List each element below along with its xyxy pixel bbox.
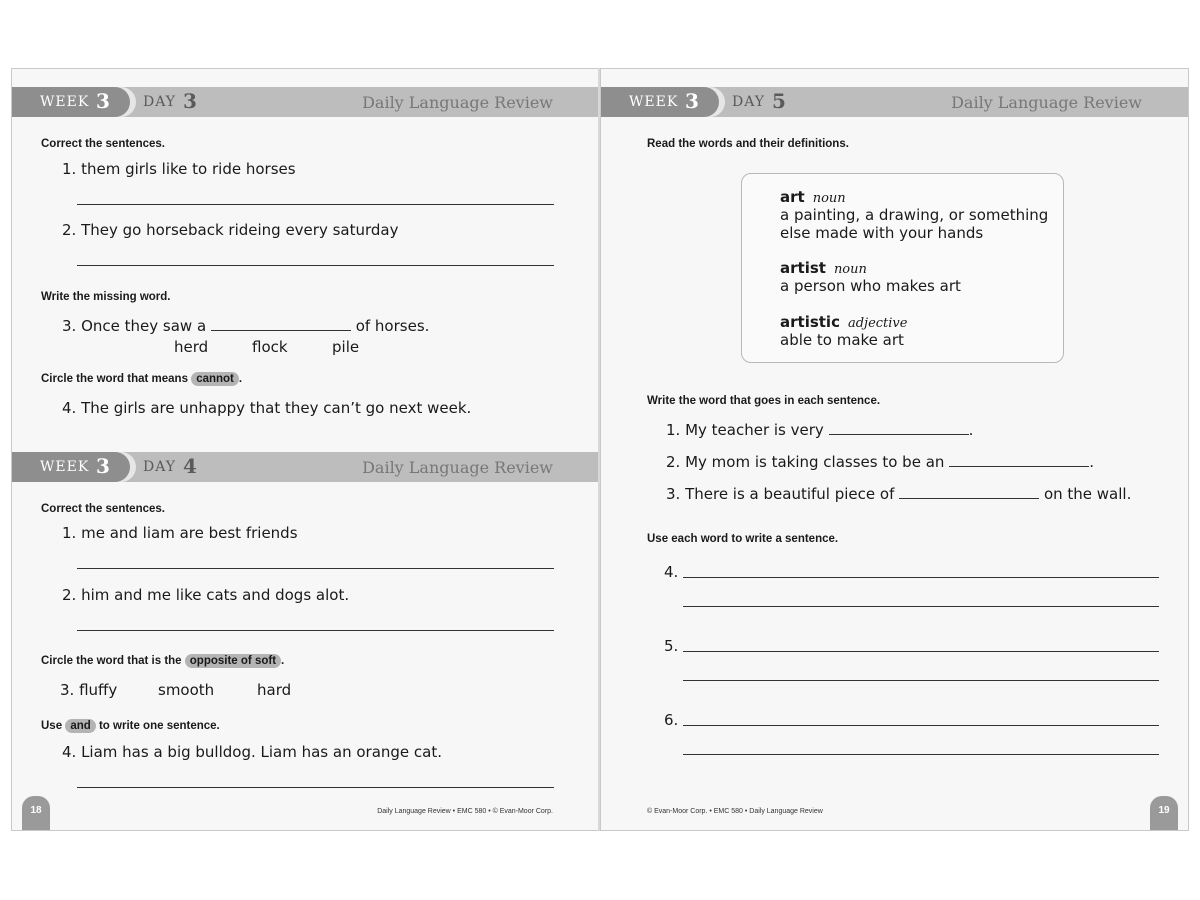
section-header-day3 [12,87,599,117]
fill-in-blank[interactable] [899,484,1039,499]
day-label: DAY [143,94,177,110]
definition-text: a person who makes art [780,277,961,295]
day-number: 3 [183,89,197,113]
day-number: 4 [183,454,197,478]
day-number: 5 [772,89,786,113]
week-badge [601,87,719,117]
word-choice[interactable]: pile [332,338,360,356]
answer-line[interactable] [77,568,554,569]
day-label: DAY [732,94,766,110]
definition-term: art noun [780,188,846,206]
question-3: 3. There is a beautiful piece of on the wall. [666,485,1132,503]
instruction: Use each word to write a sentence. [647,533,839,545]
instruction: Circle the word that is the opposite of soft . [41,655,285,667]
answer-line[interactable] [683,577,1159,578]
right-page [600,68,1189,831]
week-number: 3 [685,89,699,113]
answer-line[interactable] [77,630,554,631]
page-number: 18 [22,796,50,830]
definition-box [741,173,1064,363]
question-4: 4. Liam has a big bulldog. Liam has an orange cat. [62,743,443,761]
week-label: WEEK [40,459,90,475]
word-choice[interactable]: smooth [158,681,215,699]
highlighted-word: and [65,719,95,733]
week-number: 3 [96,454,110,478]
instruction: Use and to write one sentence. [41,720,220,732]
answer-line[interactable] [77,204,554,205]
question-1: 1. My teacher is very . [666,421,974,439]
word-choice[interactable]: 3. fluffy [60,681,118,699]
question-3-text: 3. Once they saw a [62,317,207,335]
word-choice[interactable]: hard [257,681,292,699]
word-choice[interactable]: flock [252,338,288,356]
question-3 [62,316,429,335]
page-footer: Daily Language Review • EMC 580 • © Evan-Moor Corp. [377,808,553,815]
left-page [11,68,600,831]
page-number: 19 [1150,796,1178,830]
question-6-number: 6. [664,711,679,729]
definition-text: able to make art [780,331,904,349]
instruction: Correct the sentences. [41,138,165,150]
highlighted-word: cannot [191,372,239,386]
question-1: 1. them girls like to ride horses [62,160,296,178]
question-2: 2. him and me like cats and dogs alot. [62,586,350,604]
answer-line[interactable] [77,787,554,788]
section-header-day4 [12,452,599,482]
question-2: 2. My mom is taking classes to be an . [666,453,1094,471]
definition-term: artistic adjective [780,313,908,331]
instruction: Write the missing word. [41,291,171,303]
week-badge [12,87,130,117]
page-footer: © Evan-Moor Corp. • EMC 580 • Daily Language Review [647,808,823,815]
question-3-text-end: of horses. [355,317,430,335]
fill-in-blank[interactable] [211,316,351,331]
answer-line[interactable] [683,606,1159,607]
section-header-day5 [601,87,1188,117]
instruction: Correct the sentences. [41,503,165,515]
question-2: 2. They go horseback rideing every saturday [62,221,399,239]
answer-line[interactable] [683,680,1159,681]
question-4-number: 4. [664,563,679,581]
instruction: Read the words and their definitions. [647,138,849,150]
question-5-number: 5. [664,637,679,655]
answer-line[interactable] [683,725,1159,726]
question-4: 4. The girls are unhappy that they can’t go next week. [62,399,472,417]
word-choice[interactable]: herd [174,338,209,356]
instruction: Circle the word that means cannot . [41,373,243,385]
highlighted-phrase: opposite of soft [185,654,281,668]
question-1: 1. me and liam are best friends [62,524,298,542]
week-label: WEEK [40,94,90,110]
definition-text: a painting, a drawing, or something else made with your hands [780,206,1049,242]
fill-in-blank[interactable] [949,452,1089,467]
section-title: Daily Language Review [951,93,1142,112]
section-title: Daily Language Review [362,93,553,112]
day-label: DAY [143,459,177,475]
answer-line[interactable] [683,754,1159,755]
week-badge [12,452,130,482]
fill-in-blank[interactable] [829,420,969,435]
answer-line[interactable] [683,651,1159,652]
answer-line[interactable] [77,265,554,266]
week-label: WEEK [629,94,679,110]
section-title: Daily Language Review [362,458,553,477]
week-number: 3 [96,89,110,113]
definition-term: artist noun [780,259,867,277]
instruction: Write the word that goes in each sentence. [647,395,881,407]
